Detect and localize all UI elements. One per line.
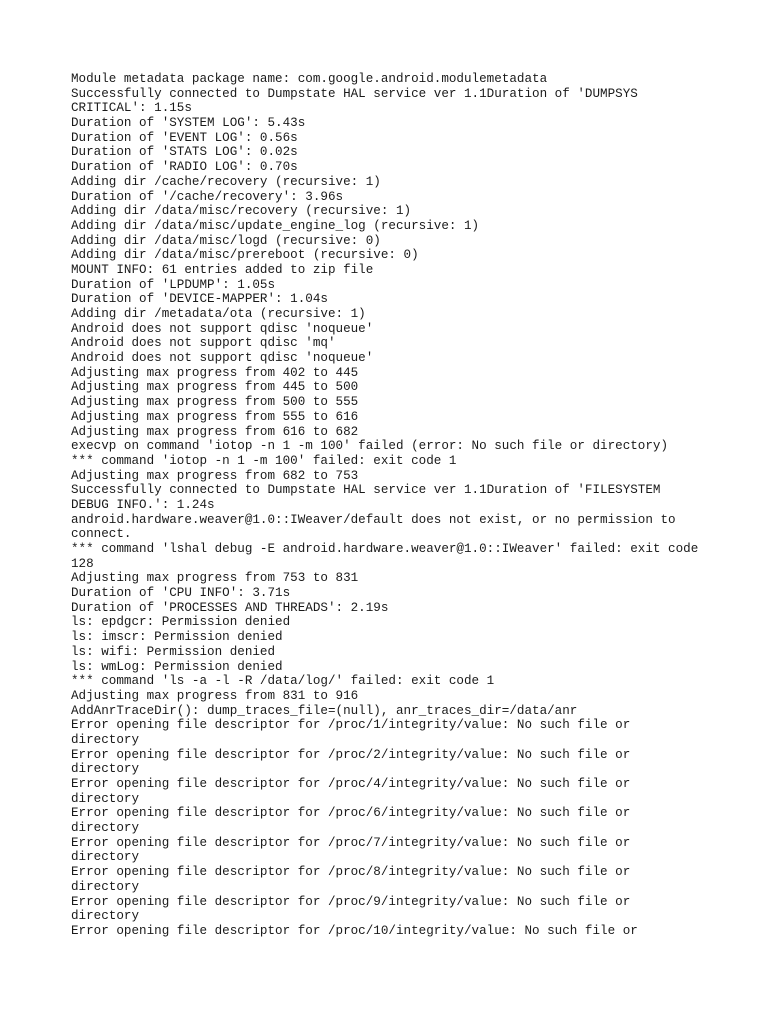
log-line: Duration of 'DEVICE-MAPPER': 1.04s bbox=[71, 292, 328, 307]
log-line: Adjusting max progress from 682 to 753 bbox=[71, 468, 359, 483]
log-line: android.hardware.weaver@1.0::IWeaver/default does not exist, or no permission to bbox=[71, 512, 676, 527]
log-line: Adding dir /data/misc/recovery (recursive: 1) bbox=[71, 204, 412, 219]
log-line: directory bbox=[71, 762, 140, 777]
log-line: Error opening file descriptor for /proc/2/integrity/value: No such file or bbox=[71, 747, 631, 762]
log-line: Adjusting max progress from 831 to 916 bbox=[71, 688, 359, 703]
log-line: MOUNT INFO: 61 entries added to zip file bbox=[71, 262, 374, 277]
log-line: DEBUG INFO.': 1.24s bbox=[71, 497, 215, 512]
log-line: *** command 'ls -a -l -R /data/log/' failed: exit code 1 bbox=[71, 674, 495, 689]
log-line: *** command 'iotop -n 1 -m 100' failed: exit code 1 bbox=[71, 453, 457, 468]
log-line: Adjusting max progress from 445 to 500 bbox=[71, 380, 359, 395]
log-line: Duration of 'CPU INFO': 3.71s bbox=[71, 586, 291, 601]
log-line: Adjusting max progress from 616 to 682 bbox=[71, 424, 359, 439]
log-line: Error opening file descriptor for /proc/1/integrity/value: No such file or bbox=[71, 718, 631, 733]
log-line: Error opening file descriptor for /proc/7/integrity/value: No such file or bbox=[71, 835, 631, 850]
log-line: directory bbox=[71, 850, 140, 865]
log-line: AddAnrTraceDir(): dump_traces_file=(null), anr_traces_dir=/data/anr bbox=[71, 703, 578, 718]
log-line: Successfully connected to Dumpstate HAL service ver 1.1Duration of 'FILESYSTEM bbox=[71, 483, 661, 498]
log-line: directory bbox=[71, 909, 140, 924]
log-line: Adding dir /data/misc/prereboot (recursive: 0) bbox=[71, 248, 419, 263]
log-line: Successfully connected to Dumpstate HAL service ver 1.1Duration of 'DUMPSYS bbox=[71, 86, 638, 101]
log-line: 128 bbox=[71, 556, 94, 571]
log-line: Error opening file descriptor for /proc/4/integrity/value: No such file or bbox=[71, 777, 631, 791]
log-line: Adding dir /data/misc/logd (recursive: 0) bbox=[71, 233, 381, 248]
log-line: Adding dir /cache/recovery (recursive: 1) bbox=[71, 174, 381, 189]
log-line: execvp on command 'iotop -n 1 -m 100' failed (error: No such file or directory) bbox=[71, 439, 669, 454]
log-line: Duration of 'SYSTEM LOG': 5.43s bbox=[71, 116, 306, 131]
log-line: Adding dir /data/misc/update_engine_log (recursive: 1) bbox=[71, 218, 480, 233]
log-line: Error opening file descriptor for /proc/6/integrity/value: No such file or bbox=[71, 806, 631, 821]
log-line: Error opening file descriptor for /proc/10/integrity/value: No such file or bbox=[71, 923, 638, 938]
log-line: Adjusting max progress from 753 to 831 bbox=[71, 571, 359, 586]
log-line: Adjusting max progress from 555 to 616 bbox=[71, 409, 359, 424]
log-line: Error opening file descriptor for /proc/9/integrity/value: No such file or bbox=[71, 894, 631, 909]
log-line: CRITICAL': 1.15s bbox=[71, 101, 192, 116]
log-line: Adjusting max progress from 402 to 445 bbox=[71, 365, 359, 380]
log-line: Adding dir /metadata/ota (recursive: 1) bbox=[71, 307, 366, 321]
log-line: Duration of 'EVENT LOG': 0.56s bbox=[71, 130, 298, 145]
log-line: Duration of '/cache/recovery': 3.96s bbox=[71, 189, 344, 204]
log-line: ls: epdgcr: Permission denied bbox=[71, 615, 291, 630]
log-line: ls: imscr: Permission denied bbox=[71, 630, 283, 645]
log-line: Module metadata package name: com.google.android.modulemetadata bbox=[71, 72, 548, 86]
log-line: Duration of 'RADIO LOG': 0.70s bbox=[71, 160, 298, 175]
log-line: ls: wifi: Permission denied bbox=[71, 644, 276, 659]
log-line: Duration of 'LPDUMP': 1.05s bbox=[71, 277, 276, 292]
log-line: Android does not support qdisc 'noqueue' bbox=[71, 321, 374, 336]
log-line: Android does not support qdisc 'noqueue' bbox=[71, 351, 374, 366]
log-line: Duration of 'PROCESSES AND THREADS': 2.19s bbox=[71, 600, 389, 615]
log-line: directory bbox=[71, 821, 140, 836]
log-line: Error opening file descriptor for /proc/8/integrity/value: No such file or bbox=[71, 865, 631, 880]
log-line: connect. bbox=[71, 527, 132, 542]
log-line: Adjusting max progress from 500 to 555 bbox=[71, 395, 359, 410]
log-document bbox=[71, 72, 711, 939]
log-line: *** command 'lshal debug -E android.hardware.weaver@1.0::IWeaver' failed: exit code bbox=[71, 542, 699, 556]
log-line: directory bbox=[71, 879, 140, 894]
log-line: directory bbox=[71, 732, 140, 747]
log-line: Duration of 'STATS LOG': 0.02s bbox=[71, 145, 298, 160]
log-line: directory bbox=[71, 791, 140, 806]
log-line: Android does not support qdisc 'mq' bbox=[71, 336, 336, 351]
log-line: ls: wmLog: Permission denied bbox=[71, 659, 283, 674]
